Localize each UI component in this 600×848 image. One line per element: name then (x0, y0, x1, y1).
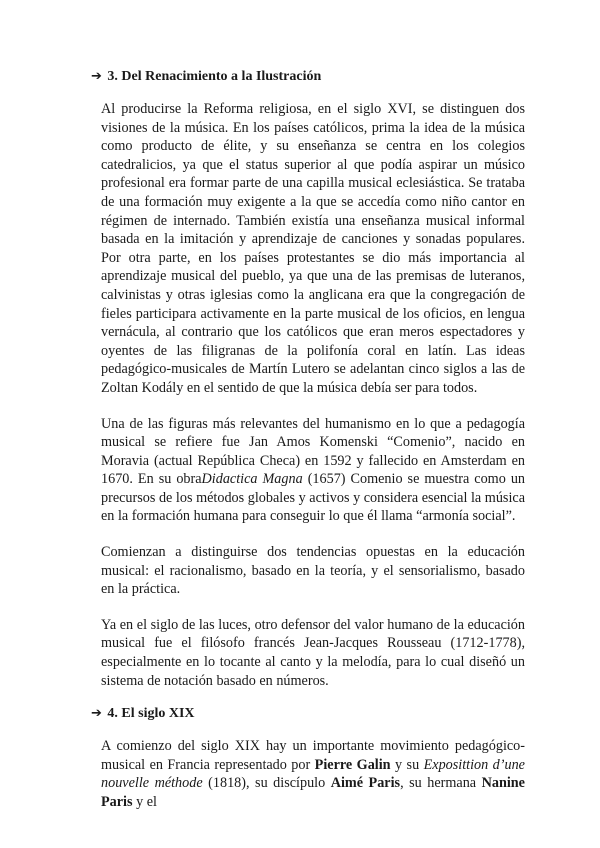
text-run: y su (390, 756, 424, 773)
document-body (91, 68, 526, 829)
paragraph-rousseau: Ya en el siglo de las luces, otro defensor del valor humano de la educación musical fue el filósofo francés Jean-Jacques Rousseau (1712-1778), especialmente en lo tocante al canto y la melodía, para lo cual diseñó un sistema de notación basado en números. (101, 616, 525, 689)
text-run: (1818), su discípulo (202, 775, 331, 792)
name-aime-paris: Aimé Paris (330, 775, 401, 792)
paragraph-comenio (101, 415, 525, 527)
arrow-icon: ➔ (91, 706, 102, 722)
text-run: y el (132, 794, 157, 810)
name-nanine-paris: Nanine Paris (101, 775, 525, 810)
paragraph-comenio-text-start: Una de las figuras más relevantes del humanismo en lo que a pedagogía musical se refiere fue Jan Amos Komenski “Comenio”, nacido en Moravia (actual República Checa) en 1592 y fallecido en Amsterdam en 1670. En su obra (101, 415, 525, 488)
text-run: A comienzo del siglo XIX hay un importante movimiento pedagógico-musical en Francia representado por (101, 738, 525, 773)
section-4-heading (91, 705, 525, 723)
text-run: , su hermana (400, 775, 482, 792)
section-3-heading (91, 68, 525, 86)
book-title-exposition: Exposittion d’une nouvelle méthode (101, 756, 525, 792)
name-pierre-galin: Pierre Galin (314, 756, 391, 773)
didactica-magna-title: Didactica Magna (201, 471, 303, 488)
paragraph-tendencias: Comienzan a distinguirse dos tendencias opuestas en la educación musical: el racionalismo, basado en la teoría, y el sensorialismo, basado en la práctica. (101, 544, 525, 598)
section-4-title: 4. El siglo XIX (107, 706, 195, 722)
section-3-title: 3. Del Renacimiento a la Ilustración (107, 69, 322, 84)
arrow-icon: ➔ (91, 69, 102, 84)
paragraph-comenio-text-end: (1657) Comenio se muestra como un precursos de los métodos globales y activos y considera esencial la música en la formación humana para conseguir lo que él llama “armonía social”. (101, 471, 526, 525)
paragraph-siglo-xix (101, 737, 525, 811)
paragraph-reforma: Al producirse la Reforma religiosa, en el siglo XVI, se distinguen dos visiones de la música. En los países católicos, prima la idea de la música como producto de élite, y su enseñanza se centra en los colegios catedralicios, ya que el status superior al que podía aspirar un músico profesional era formar parte de una capilla musical eclesiástica. Se trataba de una formación muy exigente a la que se accedía como niño cantor en régimen de internado. También existía una enseñanza musical informal basada en la imitación y aprendizaje de canciones y sonadas populares. Por otra parte, en los países protestantes se dio más importancia al aprendizaje musical del pueblo, ya que una de las premisas de luteranos, calvinistas y otras iglesias como la anglicana era que la congregación de fieles participara activamente en la parte musical de los oficios, en lengua vernácula, al contrario que los católicos que eran meros espectadores y oyentes de las filigranas de la polifonía coral en latín. Las ideas pedagógico-musicales de Martín Lutero se adelantan cinco siglos a las de Zoltan Kodály en el sentido de que la música debía ser para todos. (101, 101, 525, 396)
